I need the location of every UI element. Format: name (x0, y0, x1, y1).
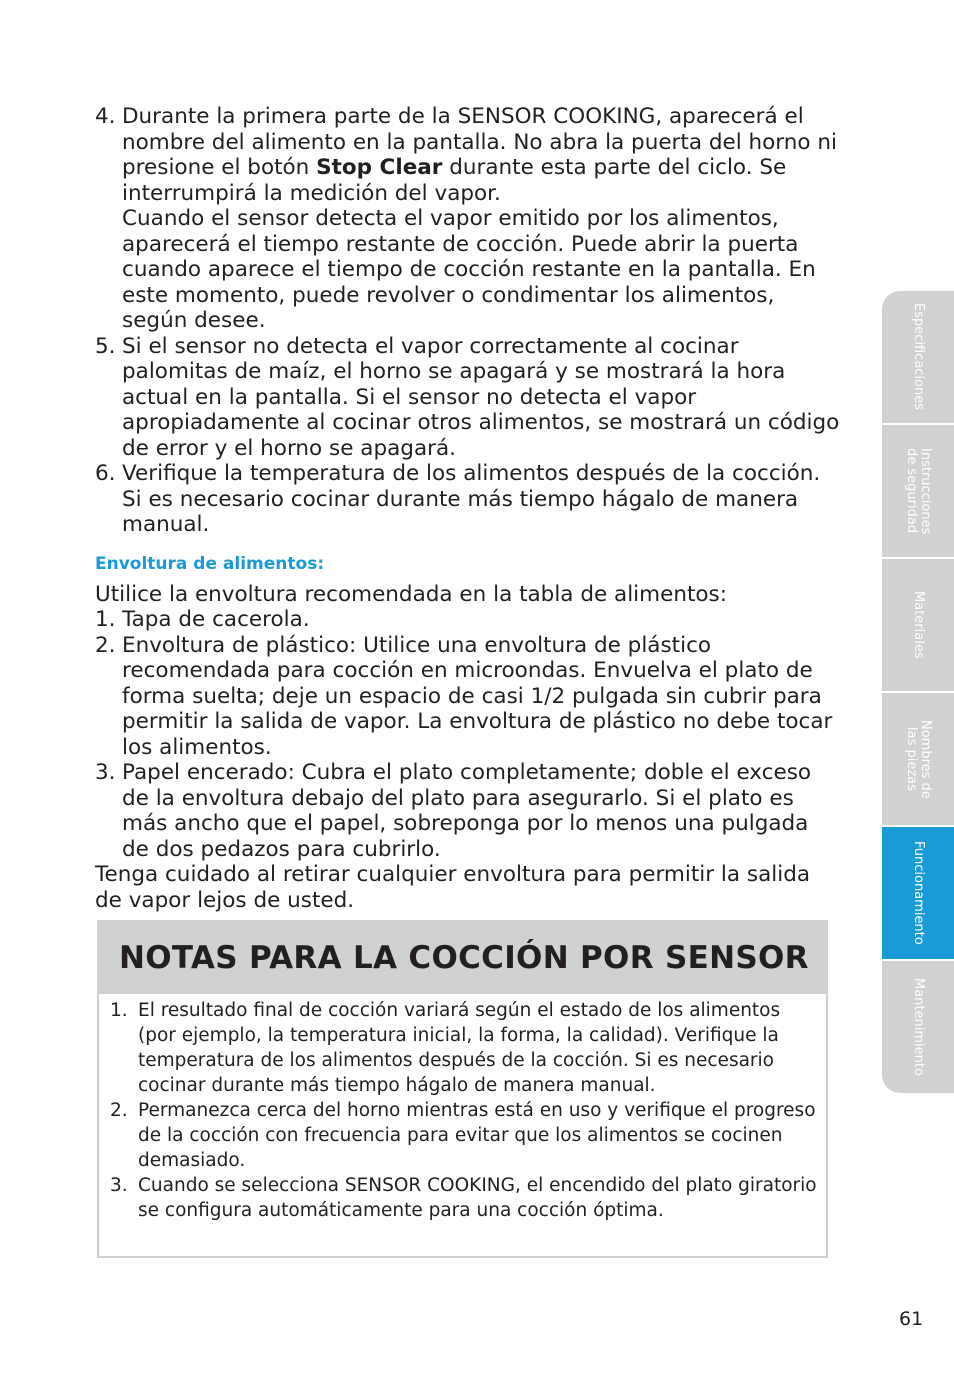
note-text: Cuando se selecciona SENSOR COOKING, el encendido del plato giratorio se configura automáticamente para una cocción óptima. (138, 1175, 817, 1221)
notes-body (99, 994, 826, 1223)
tab-mantenimiento[interactable] (882, 961, 954, 1093)
tab-materiales[interactable] (882, 559, 954, 691)
step-number: 4. (95, 104, 116, 129)
note-text: El resultado final de cocción variará según el estado de los alimentos (por ejemplo, la temperatura inicial, la forma, la calidad). Verifique la temperatura de los alimentos después de la cocción. Si es necesario cocinar durante más tiempo hágalo de manera manual. (138, 1000, 781, 1096)
step-item (95, 104, 840, 334)
wrap-section-heading: Envoltura de alimentos: (95, 553, 325, 574)
stop-clear-label: Stop Clear (316, 155, 443, 180)
wrap-closing: Tenga cuidado al retirar cualquier envoltura para permitir la salida de vapor lejos de usted. (95, 862, 811, 913)
wrap-item-number: 2. (95, 632, 116, 658)
wrap-item-text: Tapa de cacerola. (122, 607, 310, 632)
tab-label: Especificaciones (911, 303, 926, 411)
step-item (95, 334, 840, 462)
note-number: 3. (110, 1175, 128, 1196)
wrap-item-number: 3. (95, 760, 116, 785)
tab-label: Materiales (911, 591, 926, 659)
step-paragraph: Durante la primera parte de la SENSOR COOKING, aparecerá el nombre del alimento en la pantalla. No abra la puerta del horno ni presione el botón Stop Clear durante esta parte del ciclo. Se interrumpirá la medición del vapor. (122, 104, 837, 206)
step-number: 5. (95, 333, 116, 359)
wrap-intro: Utilice la envoltura recomendada en la tabla de alimentos: (95, 581, 727, 607)
page-number: 61 (899, 1308, 924, 1330)
wrap-item-text: Envoltura de plástico: Utilice una envoltura de plástico recomendada para cocción en microondas. Envuelva el plato de forma suelta; deje un espacio de casi 1/2 pulgada sin cubrir para permitir la salida de vapor. La envoltura de plástico no debe tocar los alimentos. (122, 632, 833, 760)
tab-instrucciones-de-seguridad[interactable] (882, 425, 954, 557)
wrap-item-text: Papel encerado: Cubra el plato completamente; doble el exceso de la envoltura debajo del plato para asegurarlo. Si el plato es más ancho que el papel, sobreponga por lo menos una pulgada de dos pedazos para cubrirlo. (122, 760, 812, 862)
main-content (95, 104, 840, 913)
tab-nombres-de-las-piezas[interactable] (882, 693, 954, 825)
step-paragraph: Si el sensor no detecta el vapor correctamente al cocinar palomitas de maíz, el horno se apagará y se mostrará la hora actual en la pantalla. Si el sensor no detecta el vapor apropiadamente al cocinar otros alimentos, se mostrará un código de error y el horno se apagará. (122, 333, 840, 461)
wrap-item (95, 607, 840, 633)
note-number: 2. (110, 1100, 128, 1121)
step-paragraph: Cuando el sensor detecta el vapor emitido por los alimentos, aparecerá el tiempo restante de cocción. Puede abrir la puerta cuando aparece el tiempo de cocción restante en la pantalla. En este momento, puede revolver o condimentar los alimentos, según desee. (122, 206, 816, 333)
wrap-item (95, 633, 840, 761)
tab-funcionamiento[interactable] (882, 827, 954, 959)
wrap-item-number: 1. (95, 607, 116, 632)
tab-label: Instrucciones de seguridad (904, 447, 933, 535)
step-paragraph: Verifique la temperatura de los alimentos después de la cocción. Si es necesario cocinar durante más tiempo hágalo de manera manual. (122, 461, 821, 537)
note-number: 1. (110, 1000, 128, 1021)
note-item (110, 1173, 820, 1223)
note-item (110, 998, 820, 1098)
tab-label: Funcionamiento (911, 841, 926, 945)
tab-label: Nombres de las piezas (904, 719, 933, 799)
notes-header (99, 922, 826, 994)
notes-title: NOTAS PARA LA COCCIÓN POR SENSOR (119, 940, 809, 976)
step-number: 6. (95, 461, 116, 486)
step-item (95, 461, 840, 538)
tab-especificaciones[interactable] (882, 291, 954, 423)
wrap-item (95, 760, 840, 862)
note-text: Permanezca cerca del horno mientras está en uso y verifique el progreso de la cocción con frecuencia para evitar que los alimentos se cocinen demasiado. (138, 1100, 816, 1171)
tab-label: Mantenimiento (911, 978, 926, 1076)
note-item (110, 1098, 820, 1173)
sensor-notes-box (97, 920, 828, 1258)
section-tabs (882, 291, 954, 1095)
